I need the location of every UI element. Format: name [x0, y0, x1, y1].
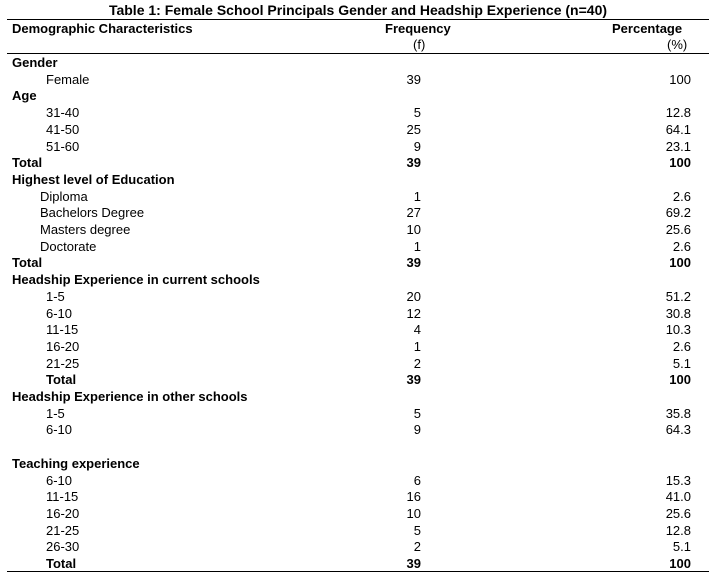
- header-frequency: Frequency: [385, 21, 451, 36]
- top-rule: [7, 19, 709, 20]
- table-row: [0, 338, 716, 355]
- section-heading-row: [0, 87, 716, 104]
- frequency-cell: 5: [413, 105, 421, 121]
- percentage-cell: 2.6: [672, 338, 691, 354]
- percentage-cell: 5.1: [672, 539, 691, 555]
- frequency-cell: 9: [413, 138, 421, 154]
- percentage-cell: 30.8: [665, 305, 691, 321]
- table-row: [0, 505, 716, 522]
- frequency-cell: 1: [413, 188, 421, 204]
- table-row: [0, 104, 716, 121]
- total-row: [0, 371, 716, 388]
- table-row: [0, 488, 716, 505]
- table-row: [0, 188, 716, 205]
- row-label: Total: [46, 372, 77, 388]
- table-row: [0, 138, 716, 155]
- percentage-cell: 64.3: [665, 422, 691, 438]
- frequency-cell: 6: [413, 472, 421, 488]
- row-label: Female: [46, 71, 90, 87]
- header-demographic: Demographic Characteristics: [12, 21, 193, 36]
- row-label: 16-20: [46, 505, 80, 521]
- row-label: 21-25: [46, 522, 80, 538]
- total-row: [0, 555, 716, 572]
- row-label: 31-40: [46, 105, 80, 121]
- percentage-cell: 100: [669, 372, 691, 388]
- table-row: [0, 305, 716, 322]
- percentage-cell: 2.6: [672, 188, 691, 204]
- percentage-cell: 10.3: [665, 322, 691, 338]
- percentage-cell: 15.3: [665, 472, 691, 488]
- table-row: [0, 121, 716, 138]
- section-heading-row: [0, 171, 716, 188]
- total-row: [0, 154, 716, 171]
- row-label: 6-10: [46, 472, 73, 488]
- frequency-cell: 39: [406, 71, 421, 87]
- row-label: 1-5: [46, 405, 65, 421]
- table-row: [0, 288, 716, 305]
- table-row: [0, 472, 716, 489]
- row-label: 51-60: [46, 138, 80, 154]
- table-row: [0, 71, 716, 88]
- frequency-cell: 39: [406, 372, 421, 388]
- frequency-cell: 20: [406, 288, 421, 304]
- frequency-cell: 1: [413, 238, 421, 254]
- table-row: [0, 355, 716, 372]
- row-label: 6-10: [46, 422, 73, 438]
- frequency-cell: 39: [406, 155, 421, 171]
- frequency-cell: 39: [406, 255, 421, 271]
- section-heading-row: [0, 54, 716, 71]
- percentage-cell: 64.1: [665, 121, 691, 137]
- percentage-cell: 100: [669, 556, 691, 571]
- table-caption: Table 1: Female School Principals Gender and Headship Experience (n=40): [108, 2, 608, 18]
- frequency-cell: 39: [406, 556, 421, 571]
- percentage-cell: 100: [669, 71, 691, 87]
- frequency-cell: 10: [406, 222, 421, 237]
- table-row: [0, 321, 716, 338]
- table-row: [0, 204, 716, 221]
- row-label: Total: [12, 255, 43, 271]
- row-label: 41-50: [46, 121, 80, 137]
- row-label: Diploma: [40, 188, 88, 204]
- row-label: Teaching experience: [12, 455, 140, 471]
- section-heading-row: [0, 388, 716, 405]
- row-label: Total: [46, 556, 77, 571]
- percentage-cell: 5.1: [672, 355, 691, 371]
- table-row: [0, 522, 716, 539]
- percentage-cell: 2.6: [672, 238, 691, 254]
- frequency-cell: 27: [406, 205, 421, 221]
- percentage-cell: 41.0: [665, 489, 691, 505]
- percentage-cell: 23.1: [665, 138, 691, 154]
- frequency-cell: 2: [413, 355, 421, 371]
- row-label: Total: [12, 155, 43, 171]
- table-row: [0, 238, 716, 255]
- row-label: 11-15: [46, 322, 79, 338]
- table-row: [0, 221, 716, 238]
- row-label: Doctorate: [40, 238, 97, 254]
- header-frequency-unit: (f): [413, 37, 426, 52]
- row-label: 6-10: [46, 305, 73, 321]
- percentage-cell: 25.6: [665, 505, 691, 521]
- total-row: [0, 254, 716, 271]
- frequency-cell: 2: [413, 539, 421, 555]
- frequency-cell: 16: [406, 489, 421, 505]
- row-label: 21-25: [46, 355, 80, 371]
- frequency-cell: 25: [406, 121, 421, 137]
- frequency-cell: 4: [413, 322, 421, 338]
- percentage-cell: 51.2: [665, 288, 691, 304]
- frequency-cell: 9: [413, 422, 421, 438]
- header-percentage: Percentage: [612, 21, 683, 36]
- row-label: 26-30: [46, 539, 80, 555]
- section-heading-row: [0, 455, 716, 472]
- frequency-cell: 5: [413, 405, 421, 421]
- table-row: [0, 538, 716, 555]
- table-row: [0, 421, 716, 438]
- percentage-cell: 69.2: [665, 205, 691, 221]
- table-row: [0, 438, 716, 455]
- percentage-cell: 12.8: [665, 105, 691, 121]
- table-row: [0, 405, 716, 422]
- row-label: Age: [12, 88, 37, 104]
- frequency-cell: 10: [406, 505, 421, 521]
- row-label: Highest level of Education: [12, 171, 175, 187]
- section-heading-row: [0, 271, 716, 288]
- percentage-cell: 25.6: [665, 222, 691, 237]
- frequency-cell: 1: [413, 338, 421, 354]
- row-label: 16-20: [46, 338, 80, 354]
- row-label: 1-5: [46, 288, 65, 304]
- row-label: Headship Experience in other schools: [12, 389, 248, 404]
- frequency-cell: 12: [406, 305, 421, 321]
- row-label: Headship Experience in current schools: [12, 272, 260, 288]
- row-label: Masters degree: [40, 222, 131, 237]
- percentage-cell: 12.8: [665, 522, 691, 538]
- header-percentage-unit: (%): [667, 37, 688, 52]
- percentage-cell: 35.8: [665, 405, 691, 421]
- row-label: 11-15: [46, 489, 79, 505]
- percentage-cell: 100: [669, 255, 691, 271]
- frequency-cell: 5: [413, 522, 421, 538]
- percentage-cell: 100: [669, 155, 691, 171]
- row-label: Gender: [12, 55, 58, 70]
- row-label: Bachelors Degree: [40, 205, 145, 221]
